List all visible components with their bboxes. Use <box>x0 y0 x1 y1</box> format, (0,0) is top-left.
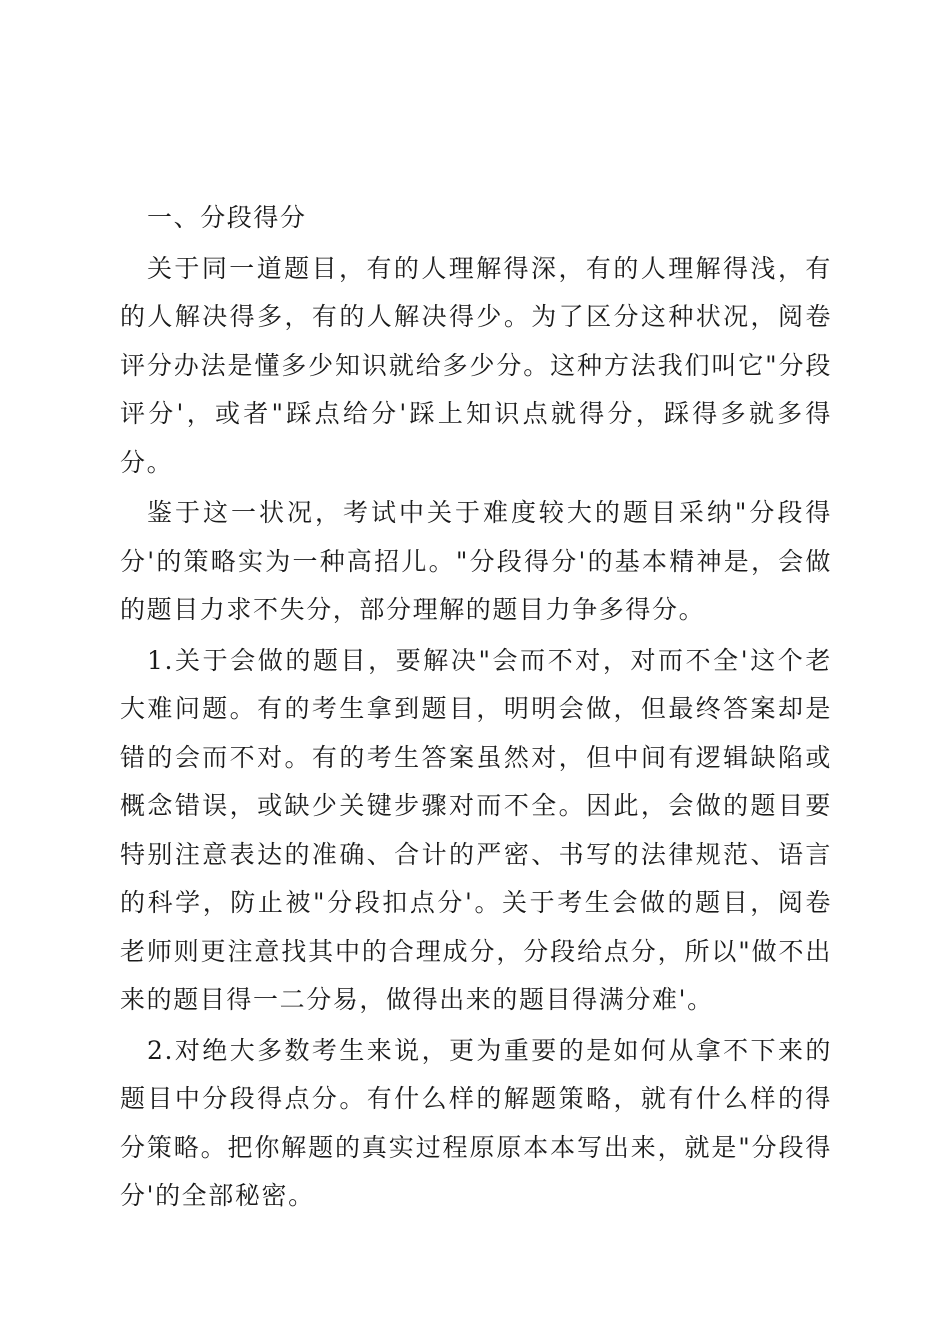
document-body <box>120 194 832 1223</box>
section-heading: 一、分段得分 <box>147 203 307 232</box>
paragraph-3: 1.关于会做的题目，要解决"会而不对，对而不全'这个老大难问题。有的考生拿到题目，明明会做，但最终答案却是错的会而不对。有的考生答案虽然对，但中间有逻辑缺陷或概念错误，或缺少关键步骤对而不全。因此，会做的题目要特别注意表达的准确、合计的严密、书写的法律规范、语言的科学，防止被"分段扣点分'。关于考生会做的题目，阅卷老师则更注意找其中的合理成分，分段给点分，所以"做不出来的题目得一二分易，做得出来的题目得满分难'。 <box>120 645 832 1014</box>
paragraph-1: 关于同一道题目，有的人理解得深，有的人理解得浅，有的人解决得多，有的人解决得少。为了区分这种状况，阅卷评分办法是懂多少知识就给多少分。这种方法我们叫它"分段评分'，或者"踩点给分'踩上知识点就得分，踩得多就多得分。 <box>120 253 832 477</box>
paragraph-2: 鉴于这一状况，考试中关于难度较大的题目采纳"分段得分'的策略实为一种高招儿。"分段得分'的基本精神是，会做的题目力求不失分，部分理解的题目力争多得分。 <box>120 498 832 624</box>
paragraph-4: 2.对绝大多数考生来说，更为重要的是如何从拿不下来的题目中分段得点分。有什么样的解题策略，就有什么样的得分策略。把你解题的真实过程原原本本写出来，就是"分段得分'的全部秘密。 <box>120 1035 832 1210</box>
